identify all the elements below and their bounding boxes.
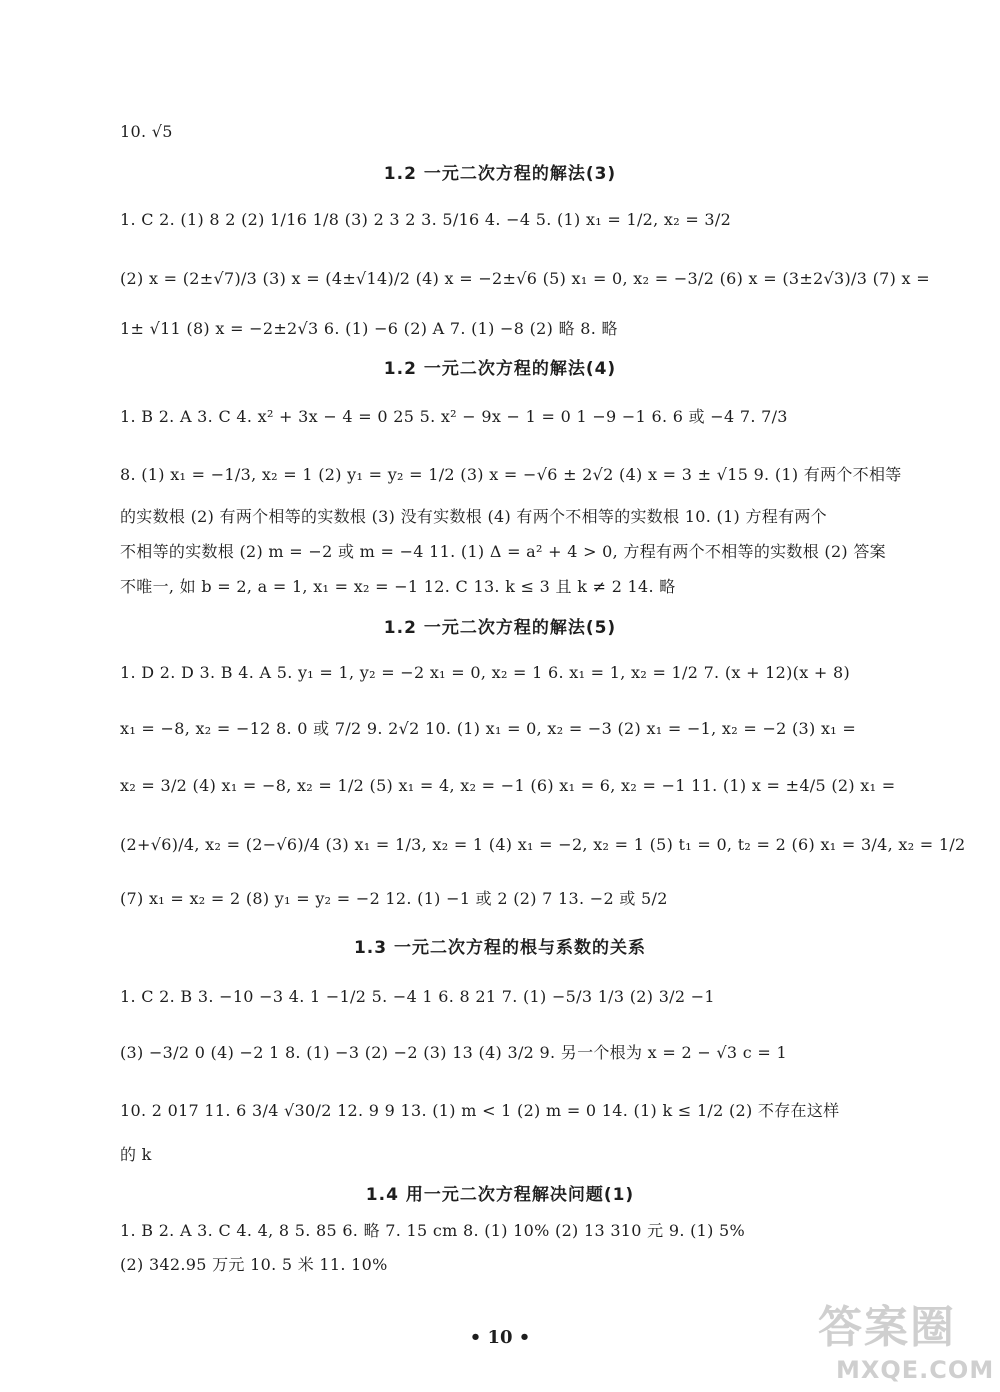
answer-line: 10. √5 [120,122,173,141]
answer-line: 1. D 2. D 3. B 4. A 5. y₁ = 1, y₂ = −2 x₁ = 0, x₂ = 1 6. x₁ = 1, x₂ = 1/2 7. (x + 12)(x + 8) [120,663,851,682]
answer-line: (2) 342.95 万元 10. 5 米 11. 10% [120,1255,388,1274]
answer-line: 1. C 2. B 3. −10 −3 4. 1 −1/2 5. −4 1 6. 8 21 7. (1) −5/3 1/3 (2) 3/2 −1 [120,987,715,1006]
section-heading: 1.4 用一元二次方程解决问题(1) [365,1185,635,1205]
answer-line: (7) x₁ = x₂ = 2 (8) y₁ = y₂ = −2 12. (1) −1 或 2 (2) 7 13. −2 或 5/2 [120,889,668,908]
answer-line: 不唯一, 如 b = 2, a = 1, x₁ = x₂ = −1 12. C 13. k ≤ 3 且 k ≠ 2 14. 略 [120,577,676,596]
watermark-logo [818,1298,998,1388]
section-heading: 1.2 一元二次方程的解法(3) [383,164,617,184]
answer-line: 1. B 2. A 3. C 4. x² + 3x − 4 = 0 25 5. x² − 9x − 1 = 0 1 −9 −1 6. 6 或 −4 7. 7/3 [120,407,788,426]
answer-line: 1± √11 (8) x = −2±2√3 6. (1) −6 (2) A 7. (1) −8 (2) 略 8. 略 [120,319,618,338]
answer-line: 1. C 2. (1) 8 2 (2) 1/16 1/8 (3) 2 3 2 3. 5/16 4. −4 5. (1) x₁ = 1/2, x₂ = 3/2 [120,210,732,229]
answer-line: 不相等的实数根 (2) m = −2 或 m = −4 11. (1) Δ = a² + 4 > 0, 方程有两个不相等的实数根 (2) 答案 [120,542,886,561]
section-heading: 1.2 一元二次方程的解法(4) [383,359,617,379]
answer-line: 的 k [120,1145,152,1164]
answer-line: 10. 2 017 11. 6 3/4 √30/2 12. 9 9 13. (1) m < 1 (2) m = 0 14. (1) k ≤ 1/2 (2) 不存在这样 [120,1101,840,1120]
section-heading: 1.3 一元二次方程的根与系数的关系 [353,938,647,958]
watermark-logo-text: 答案圈 [818,1302,956,1353]
answer-line: 8. (1) x₁ = −1/3, x₂ = 1 (2) y₁ = y₂ = 1/2 (3) x = −√6 ± 2√2 (4) x = 3 ± √15 9. (1) 有两个不相等 [120,465,902,484]
answer-line: 的实数根 (2) 有两个相等的实数根 (3) 没有实数根 (4) 有两个不相等的实数根 10. (1) 方程有两个 [120,507,827,526]
answer-line: (3) −3/2 0 (4) −2 1 8. (1) −3 (2) −2 (3) 13 (4) 3/2 9. 另一个根为 x = 2 − √3 c = 1 [120,1043,787,1062]
answer-line: (2) x = (2±√7)/3 (3) x = (4±√14)/2 (4) x = −2±√6 (5) x₁ = 0, x₂ = −3/2 (6) x = (3±2√3)/3 (7) x = [120,269,930,288]
watermark-url: MXQE.COM [836,1356,995,1384]
answer-line: 1. B 2. A 3. C 4. 4, 8 5. 85 6. 略 7. 15 cm 8. (1) 10% (2) 13 310 元 9. (1) 5% [120,1221,746,1240]
answer-line: x₁ = −8, x₂ = −12 8. 0 或 7/2 9. 2√2 10. (1) x₁ = 0, x₂ = −3 (2) x₁ = −1, x₂ = −2 (3) x₁ = [120,719,857,738]
answer-line: x₂ = 3/2 (4) x₁ = −8, x₂ = 1/2 (5) x₁ = 4, x₂ = −1 (6) x₁ = 6, x₂ = −1 11. (1) x = ±4/5 (2) x₁ = [120,776,896,795]
page-number: • 10 • [469,1327,531,1348]
section-heading: 1.2 一元二次方程的解法(5) [383,618,617,638]
answer-line: (2+√6)/4, x₂ = (2−√6)/4 (3) x₁ = 1/3, x₂ = 1 (4) x₁ = −2, x₂ = 1 (5) t₁ = 0, t₂ = 2 (6) x₁ = 3/4, x₂ = 1/2 [120,835,966,854]
